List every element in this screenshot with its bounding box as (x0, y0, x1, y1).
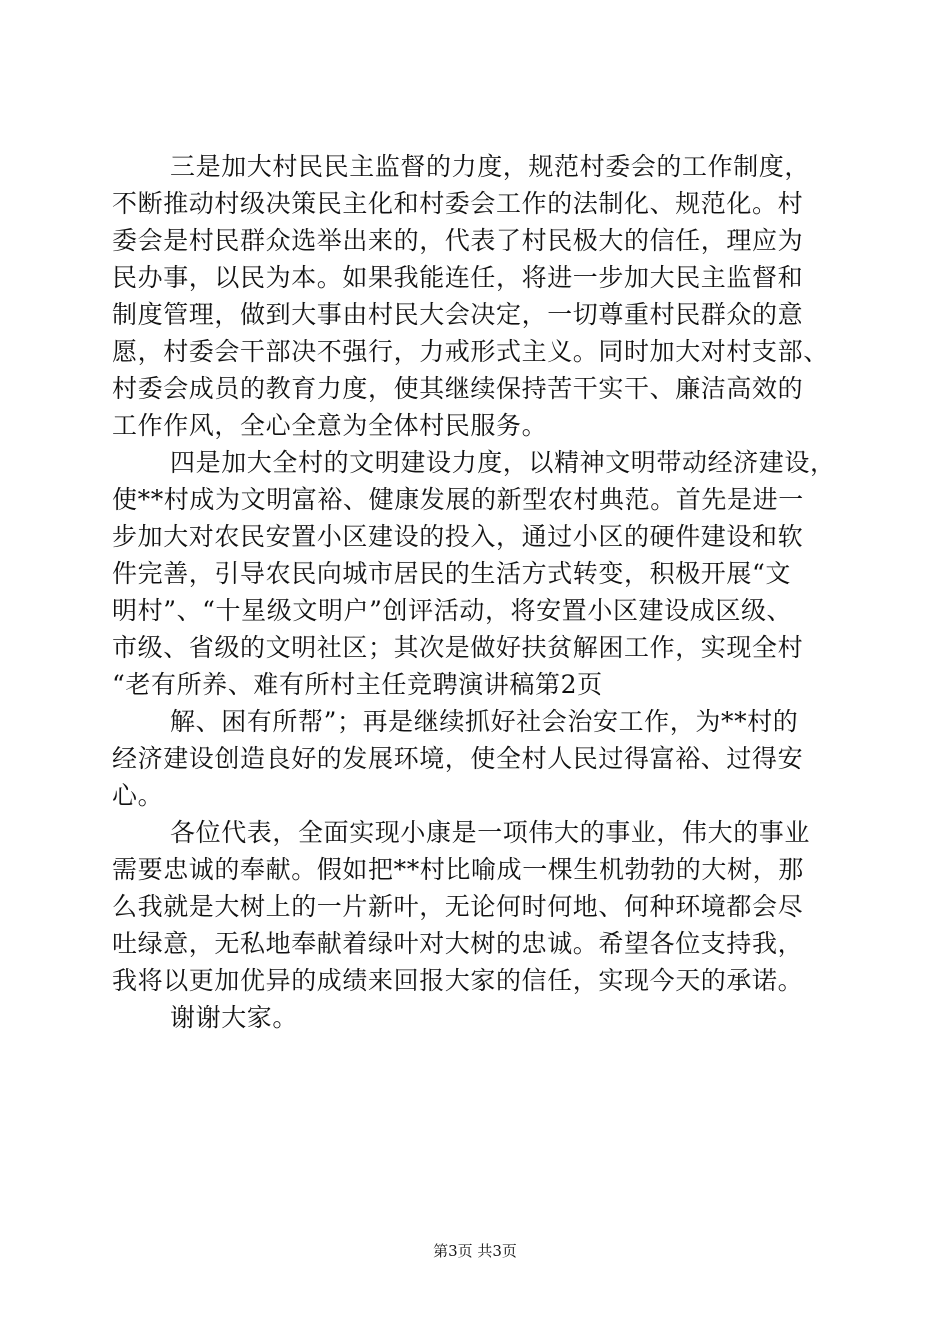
text-line: 经济建设创造良好的发展环境，使全村人民过得富裕、过得安 (112, 744, 804, 773)
text-line: 吐绿意，无私地奉献着绿叶对大树的忠诚。希望各位支持我， (112, 929, 804, 958)
text-line: 制度管理，做到大事由村民大会决定，一切尊重村民群众的意 (112, 300, 804, 329)
text-line: 民办事，以民为本。如果我能连任，将进一步加大民主监督和 (112, 263, 804, 292)
text-line: 件完善，引导农民向城市居民的生活方式转变，积极开展“文 (112, 559, 791, 588)
text-line: 使**村成为文明富裕、健康发展的新型农村典范。首先是进一 (112, 485, 804, 514)
text-line: 工作作风，全心全意为全体村民服务。 (112, 411, 548, 440)
document-body (112, 148, 842, 1036)
text-line: 村委会成员的教育力度，使其继续保持苦干实干、廉洁高效的 (112, 374, 804, 403)
text-line: 我将以更加优异的成绩来回报大家的信任，实现今天的承诺。 (112, 966, 804, 995)
text-line: 么我就是大树上的一片新叶，无论何时何地、何种环境都会尽 (112, 892, 804, 921)
text-line: “老有所养、难有所村主任竞聘演讲稿第2页 (112, 670, 603, 699)
text-line: 愿，村委会干部决不强行，力戒形式主义。同时加大对村支部、 (112, 337, 829, 366)
text-line: 需要忠诚的奉献。假如把**村比喻成一棵生机勃勃的大树，那 (112, 855, 804, 884)
text-line: 步加大对农民安置小区建设的投入，通过小区的硬件建设和软 (112, 522, 804, 551)
page-footer (0, 1241, 950, 1261)
text-line: 委会是村民群众选举出来的，代表了村民极大的信任，理应为 (112, 226, 804, 255)
text-line: 不断推动村级决策民主化和村委会工作的法制化、规范化。村 (112, 189, 804, 218)
text-line: 心。 (112, 781, 164, 810)
text-line: 明村”、“十星级文明户”创评活动，将安置小区建设成区级、 (112, 596, 793, 625)
text-line: 谢谢大家。 (170, 1003, 299, 1032)
text-line: 解、困有所帮”；再是继续抓好社会治安工作，为**村的 (170, 707, 799, 736)
page-number-label: 第3页 共3页 (433, 1242, 517, 1260)
text-line: 四是加大全村的文明建设力度，以精神文明带动经济建设， (170, 448, 836, 477)
text-line: 三是加大村民民主监督的力度，规范村委会的工作制度， (170, 152, 811, 181)
text-line: 市级、省级的文明社区；其次是做好扶贫解困工作，实现全村 (112, 633, 804, 662)
text-line: 各位代表，全面实现小康是一项伟大的事业，伟大的事业 (170, 818, 811, 847)
